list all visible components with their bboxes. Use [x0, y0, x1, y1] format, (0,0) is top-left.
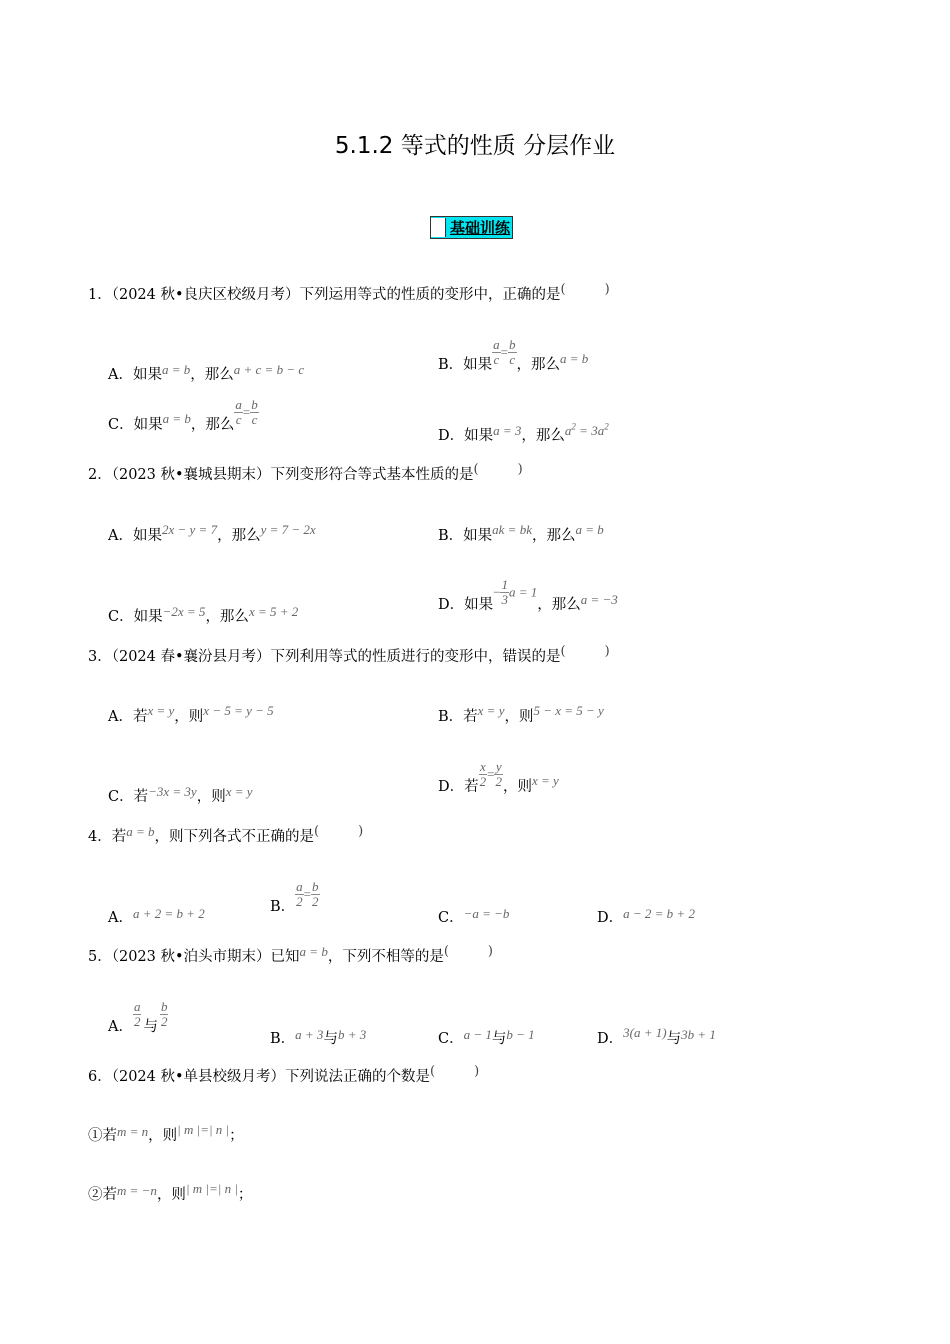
q3-option-d[interactable]: D．若 $\frac{x}{2}$ = $\frac{y}{2}$ ，则x = y [438, 759, 559, 795]
q1-option-d[interactable]: D．如果a = 3，那么$a^2 = 3a^2$ [438, 421, 609, 444]
question-1: 1．（2024 秋•良庆区校级月考）下列运用等式的性质的变形中，正确的是( ) [88, 282, 610, 303]
section-label: 基础训练 [450, 219, 511, 237]
q5-option-b[interactable]: B．a + 3与b + 3 [270, 1027, 367, 1047]
q6-statement-1: ①若m = n，则| m |=| n |； [88, 1122, 244, 1144]
question-5: 5．（2023 秋•泊头市期末）已知a = b，下列不相等的是( ) [88, 944, 493, 965]
question-4: 4．若a = b，则下列各式不正确的是( ) [88, 824, 364, 845]
q4-option-d[interactable]: D．a − 2 = b + 2 [597, 906, 695, 926]
q2-option-b[interactable]: B．如果ak = bk，那么a = b [438, 522, 604, 544]
q3-option-a[interactable]: A．若x = y，则x − 5 = y − 5 [108, 703, 274, 725]
q4-option-c[interactable]: C．−a = −b [438, 906, 510, 926]
q1-option-b[interactable]: B．如果 $\frac{a}{c}$ = $\frac{b}{c}$ ，那么a = b [438, 337, 589, 373]
section-marker [431, 218, 446, 237]
q3-option-b[interactable]: B．若x = y，则5 − x = 5 − y [438, 703, 604, 725]
q2-option-c[interactable]: C．如果−2x = 5，那么x = 5 + 2 [108, 604, 299, 625]
q1-option-a[interactable]: A．如果a = b，那么a + c = b − c [108, 362, 305, 383]
q2-option-d[interactable]: D．如果− $\frac{1}{3}$ a = 1，那么a = −3 [438, 577, 618, 613]
q4-option-b[interactable]: B． $\frac{a}{2}$ = $\frac{b}{2}$ [270, 879, 319, 915]
q2-option-a[interactable]: A．如果2x − y = 7，那么y = 7 − 2x [108, 522, 316, 544]
question-2: 2．（2023 秋•襄城县期末）下列变形符合等式基本性质的是( ) [88, 462, 523, 483]
q1-option-c[interactable]: C．如果a = b，那么 $\frac{a}{c}$ = $\frac{b}{c}$ [108, 397, 258, 433]
q5-option-a[interactable]: A． $\frac{a}{2}$ 与 $\frac{b}{2}$ [108, 999, 168, 1035]
section-header [430, 216, 513, 239]
question-6: 6．（2024 秋•单县校级月考）下列说法正确的个数是( ) [88, 1064, 480, 1085]
q5-option-c[interactable]: C．a − 1与b − 1 [438, 1027, 535, 1047]
q5-option-d[interactable]: D．3(a + 1)与3b + 1 [597, 1025, 716, 1047]
q6-statement-2: ②若m = −n，则| m |=| n |； [88, 1181, 253, 1203]
question-3: 3．（2024 春•襄汾县月考）下列利用等式的性质进行的变形中，错误的是( ) [88, 644, 610, 665]
q4-option-a[interactable]: A．a + 2 = b + 2 [108, 906, 205, 926]
q3-option-c[interactable]: C．若−3x = 3y，则x = y [108, 784, 253, 805]
page-title: 5.1.2 等式的性质 分层作业 [334, 133, 616, 159]
